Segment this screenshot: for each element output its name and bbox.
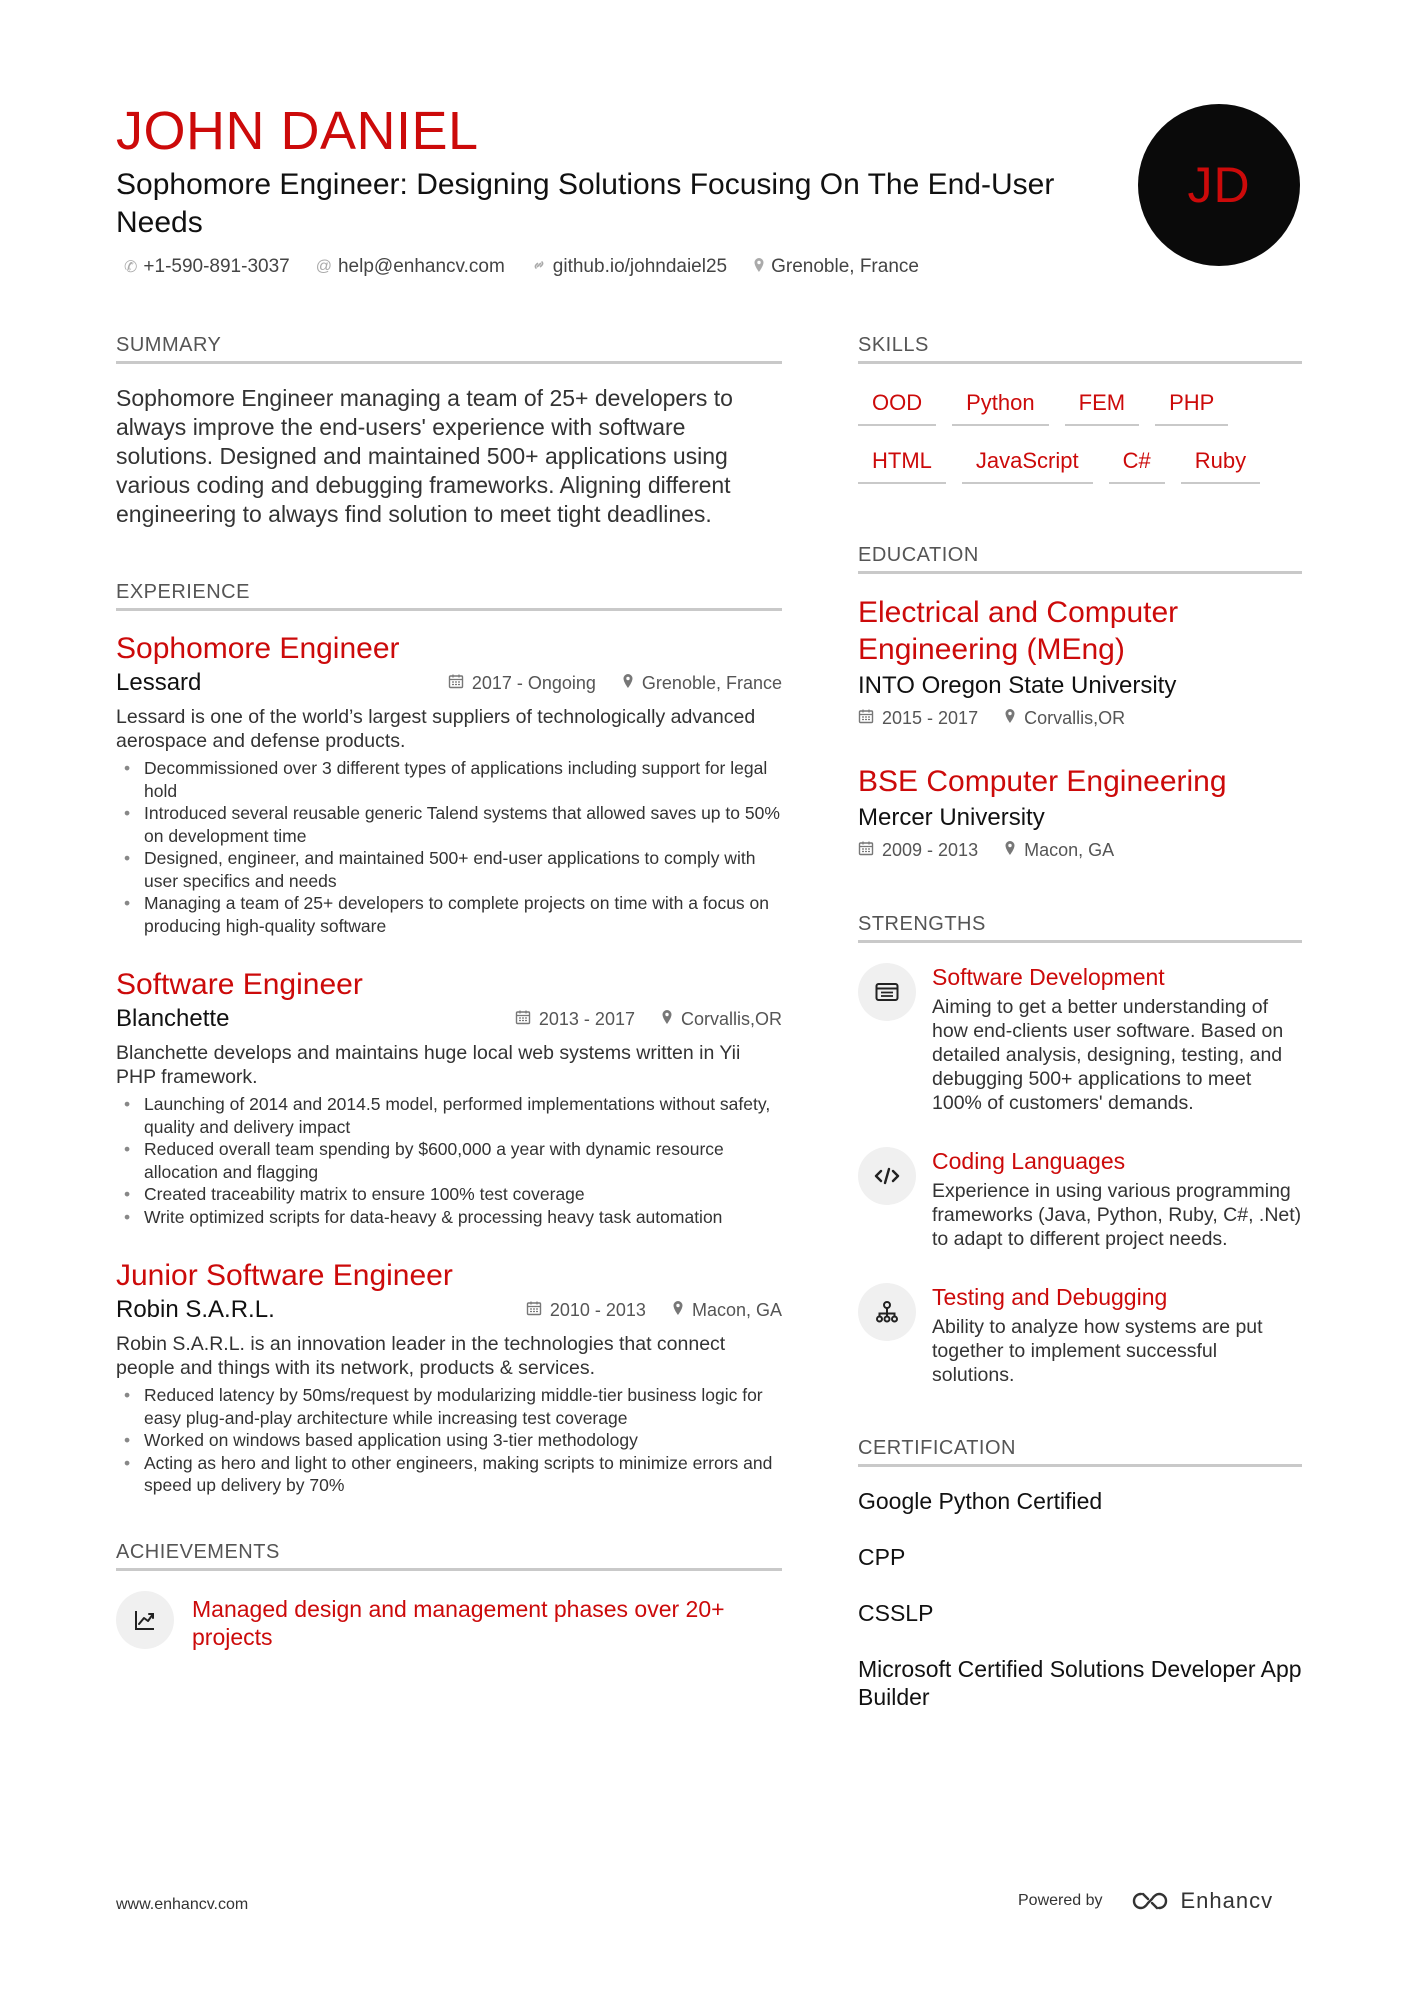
strength-item	[858, 1147, 1302, 1251]
contact-phone[interactable]	[124, 256, 290, 278]
job-dates-text: 2017 - Ongoing	[471, 672, 596, 693]
candidate-headline: Sophomore Engineer: Designing Solutions Focusing On The End-User Needs	[116, 168, 1055, 239]
network-icon	[858, 1283, 916, 1341]
strength-title: Software Development	[932, 964, 1165, 990]
phone-icon: ✆	[124, 259, 138, 276]
bullet-item: • Reduced overall team spending by $600,000 a year with dynamic resource allocation and flagging	[116, 1138, 782, 1183]
location-text: Grenoble, France	[771, 256, 919, 277]
brand-logo[interactable]	[1127, 1888, 1274, 1914]
section-title-summary: SUMMARY	[116, 334, 782, 364]
skill-tag: HTML	[858, 442, 946, 484]
section-title-strengths: STRENGTHS	[858, 913, 1302, 943]
job-info-row	[116, 669, 782, 697]
location-pin-icon	[622, 673, 634, 694]
education-meta	[858, 708, 1302, 729]
bullet-item: • Acting as hero and light to other engineers, making scripts to minimize errors and speed up delivery by 70%	[116, 1452, 782, 1497]
certification-item: CPP	[858, 1544, 906, 1570]
skill-tag: OOD	[858, 384, 936, 426]
skill-tag: JavaScript	[962, 442, 1093, 484]
job-location	[622, 673, 782, 694]
job-info-row	[116, 1296, 782, 1324]
experience-item	[116, 1258, 782, 1497]
section-title-achievements: ACHIEVEMENTS	[116, 1541, 782, 1571]
calendar-icon	[858, 708, 874, 729]
right-column	[858, 334, 1302, 1739]
job-meta	[515, 1009, 782, 1030]
job-dates	[448, 673, 596, 694]
skill-tag: C#	[1109, 442, 1165, 484]
location-pin-icon	[753, 257, 765, 278]
candidate-name: JOHN DANIEL	[116, 101, 479, 161]
bullet-item: • Launching of 2014 and 2014.5 model, performed implementations without safety, quality and delivery impact	[116, 1093, 782, 1138]
strength-item	[858, 1283, 1302, 1387]
job-location-text: Corvallis,OR	[680, 1008, 782, 1029]
bullet-item: • Designed, engineer, and maintained 500+ end-user applications to comply with user specifics and needs	[116, 847, 782, 892]
certification-item: Google Python Certified	[858, 1488, 1103, 1514]
job-location-text: Macon, GA	[691, 1299, 782, 1320]
strength-description: Experience in using various programming frameworks (Java, Python, Ruby, C#, .Net) to adapt to different project needs.	[932, 1180, 1302, 1250]
experience-item	[116, 967, 782, 1228]
avatar	[1138, 104, 1300, 266]
job-description: Lessard is one of the world’s largest suppliers of technologically advanced aerospace and defense products.	[116, 706, 756, 752]
education-location	[1004, 708, 1125, 729]
contact-location	[753, 256, 919, 278]
job-bullets	[116, 1093, 782, 1228]
at-icon: @	[315, 258, 332, 275]
contact-email[interactable]	[316, 256, 505, 278]
company-name: Robin S.A.R.L.	[116, 1296, 275, 1323]
bullet-item: • Write optimized scripts for data-heavy & processing heavy task automation	[116, 1206, 782, 1229]
company-name: Blanchette	[116, 1005, 230, 1032]
email-text: help@enhancv.com	[337, 256, 505, 277]
skill-tag: Python	[952, 384, 1049, 426]
job-bullets	[116, 757, 782, 937]
education-location-text: Corvallis,OR	[1024, 708, 1126, 728]
calendar-icon	[448, 673, 464, 694]
section-title-education: EDUCATION	[858, 544, 1302, 574]
chart-icon	[116, 1591, 174, 1649]
education-item	[858, 594, 1302, 729]
job-description: Robin S.A.R.L. is an innovation leader in the technologies that connect people and things with its network, products & services.	[116, 1333, 726, 1379]
strength-item	[858, 963, 1302, 1115]
strength-content	[932, 1147, 1302, 1251]
job-location-text: Grenoble, France	[641, 672, 782, 693]
enhancv-logo-icon	[1127, 1889, 1173, 1913]
education-dates	[858, 708, 978, 729]
location-pin-icon	[661, 1009, 673, 1030]
bullet-item: • Decommissioned over 3 different types of applications including support for legal hold	[116, 757, 782, 802]
company-name: Lessard	[116, 669, 202, 696]
job-dates-text: 2010 - 2013	[549, 1299, 646, 1320]
strength-title: Coding Languages	[932, 1148, 1126, 1174]
degree-title: BSE Computer Engineering	[858, 765, 1227, 798]
avatar-initials: JD	[1187, 157, 1251, 213]
job-meta	[448, 673, 782, 694]
phone-text: +1-590-891-3037	[143, 256, 290, 277]
education-dates-text: 2015 - 2017	[882, 708, 979, 728]
degree-title: Electrical and Computer Engineering (MEng)	[858, 596, 1179, 666]
certification-item: Microsoft Certified Solutions Developer App Builder	[858, 1656, 1302, 1710]
location-pin-icon	[1004, 840, 1016, 861]
certification-item: CSSLP	[858, 1600, 934, 1626]
strength-content	[932, 963, 1302, 1115]
skill-tag: PHP	[1155, 384, 1228, 426]
strength-title: Testing and Debugging	[932, 1284, 1168, 1310]
education-dates	[858, 840, 978, 861]
job-info-row	[116, 1005, 782, 1033]
experience-item	[116, 631, 782, 937]
job-dates-text: 2013 - 2017	[538, 1008, 635, 1029]
location-pin-icon	[1004, 708, 1016, 729]
job-title: Junior Software Engineer	[116, 1259, 453, 1292]
education-dates-text: 2009 - 2013	[882, 840, 979, 860]
footer-branding	[1018, 1888, 1273, 1914]
section-title-certification: CERTIFICATION	[858, 1437, 1302, 1467]
school-name: INTO Oregon State University	[858, 672, 1177, 699]
job-dates	[515, 1009, 635, 1030]
document-icon	[858, 963, 916, 1021]
bullet-item: • Reduced latency by 50ms/request by modularizing middle-tier business logic for easy plug-and-play architecture while increasing test coverage	[116, 1384, 782, 1429]
bullet-item: • Worked on windows based application using 3-tier methodology	[116, 1429, 782, 1452]
job-title: Software Engineer	[116, 968, 363, 1001]
contact-link[interactable]	[531, 256, 727, 278]
code-icon	[858, 1147, 916, 1205]
summary-text: Sophomore Engineer managing a team of 25+ developers to always improve the end-users' experience with software solutions. Designed and maintained 500+ applications using various coding and debugging frameworks. Aligning different engineering to always find solution to meet tight deadlines.	[116, 385, 733, 527]
strength-description: Aiming to get a better understanding of how end-clients user software. Based on detailed analysis, designing, testing, and debugging 500+ applications to meet 100% of customers' demands.	[932, 996, 1284, 1114]
resume-header	[116, 100, 1096, 278]
strength-description: Ability to analyze how systems are put together to implement successful solutions.	[932, 1316, 1263, 1386]
calendar-icon	[515, 1009, 531, 1030]
job-description: Blanchette develops and maintains huge local web systems written in Yii PHP framework.	[116, 1042, 741, 1088]
link-text: github.io/johndaiel25	[552, 256, 728, 277]
job-location	[661, 1009, 782, 1030]
job-dates	[526, 1300, 646, 1321]
education-location-text: Macon, GA	[1024, 840, 1115, 860]
bullet-item: • Managing a team of 25+ developers to complete projects on time with a focus on producing high-quality software	[116, 892, 782, 937]
powered-by-text: Powered by	[1018, 1892, 1103, 1909]
footer-website[interactable]: www.enhancv.com	[116, 1896, 249, 1913]
education-meta	[858, 840, 1302, 861]
education-item	[858, 763, 1302, 861]
skill-tag: Ruby	[1181, 442, 1260, 484]
achievement-item	[116, 1591, 782, 1651]
link-icon	[531, 257, 547, 278]
location-pin-icon	[672, 1300, 684, 1321]
bullet-item: • Introduced several reusable generic Talend systems that allowed saves up to 50% on development time	[116, 802, 782, 847]
skill-tag: FEM	[1065, 384, 1139, 426]
achievement-text: Managed design and management phases over 20+ projects	[192, 1595, 725, 1650]
school-name: Mercer University	[858, 804, 1045, 831]
education-location	[1004, 840, 1114, 861]
left-column	[116, 334, 782, 1651]
section-title-experience: EXPERIENCE	[116, 581, 782, 611]
skills-list	[858, 384, 1302, 484]
strength-content	[932, 1283, 1302, 1387]
bullet-item: • Created traceability matrix to ensure 100% test coverage	[116, 1183, 782, 1206]
contact-bar	[116, 256, 1096, 278]
job-location	[672, 1300, 782, 1321]
job-meta	[526, 1300, 782, 1321]
job-bullets	[116, 1384, 782, 1497]
calendar-icon	[526, 1300, 542, 1321]
calendar-icon	[858, 840, 874, 861]
job-title: Sophomore Engineer	[116, 632, 400, 665]
section-title-skills: SKILLS	[858, 334, 1302, 364]
brand-name: Enhancv	[1180, 1888, 1274, 1913]
